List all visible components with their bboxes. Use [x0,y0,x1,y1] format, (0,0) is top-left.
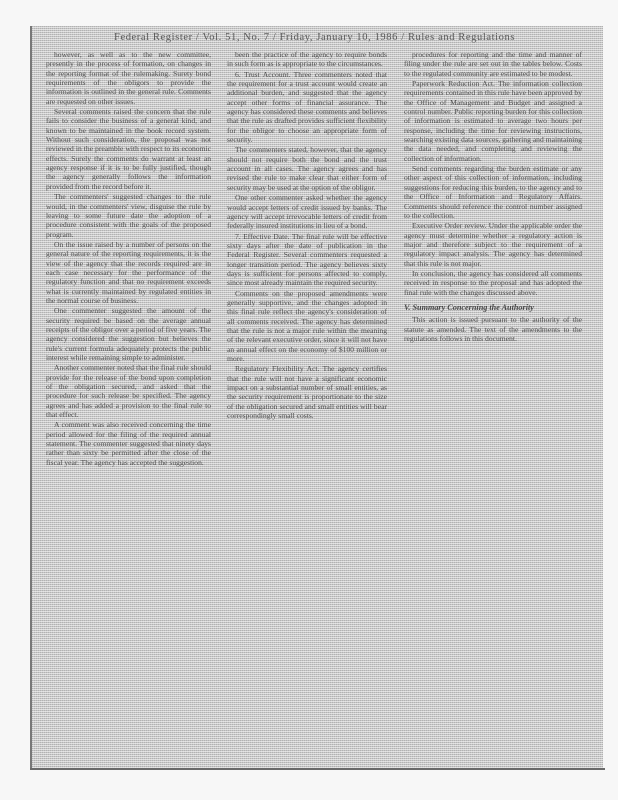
body-paragraph: 6. Trust Account. Three commenters noted that the requirement for a trust account would create an additional burden, and suggested that the agency accept other forms of financial assurance. The agency has considered these comments and believes that the rule as drafted provides sufficient flexibility for the obligor to choose an appropriate form of security. [227,69,387,145]
body-paragraph: The commenters' suggested changes to the rule would, in the commenters' view, disguise the rule by leaving to some future date the adoption of a procedure consistent with the goals of the proposed program. [46,192,211,239]
body-paragraph: 7. Effective Date. The final rule will be effective sixty days after the date of publication in the Federal Register. Several commenters requested a longer transition period. The agency believes sixty days is sufficient for persons affected to comply, since most already maintain the required security. [227,231,387,288]
body-paragraph: however, as well as to the new committee, presently in the process of formation, on changes in the reporting format of the rulemaking. Surety bond requirements of the obligors to provide the information is outlined in the general rule. Comments are requested on other issues. [46,50,211,106]
body-paragraph: On the issue raised by a number of persons on the general nature of the reporting requirements, it is the view of the agency that the records required are in each case necessary for the performance of the regulatory function and that no requirement exceeds what is currently maintained by regulated entities in the normal course of business. [46,239,211,305]
body-paragraph: A comment was also received concerning the time period allowed for the filing of the required annual statement. The commenter suggested that ninety days rather than sixty be permitted after the close of the fiscal year. The agency has accepted the suggestion. [46,420,211,467]
text-column-1 [46,50,211,760]
body-paragraph: Regulatory Flexibility Act. The agency certifies that the rule will not have a significant economic impact on a substantial number of small entities, as the security requirement is proportionate to the size of the obligation secured and small entities will bear correspondingly small costs. [227,364,387,421]
body-paragraph: Another commenter noted that the final rule should provide for the release of the bond upon completion of the obligation secured, and asked that the procedure for such release be specified. The agency agrees and has added a provision to the final rule to that effect. [46,363,211,420]
body-paragraph: Paperwork Reduction Act. The information collection requirements contained in this rule have been approved by the Office of Management and Budget and assigned a control number. Public reporting burden for this collection of information is estimated to average two hours per response, including the time for reviewing instructions, searching existing data sources, gathering and maintaining the data needed, and completing and reviewing the collection of information. [404,79,582,163]
text-column-3 [404,50,582,760]
body-paragraph: procedures for reporting and the time and manner of filing under the rule are set out in the tables below. Costs to the regulated community are estimated to be modest. [404,50,582,78]
body-paragraph: In conclusion, the agency has considered all comments received in response to the proposal and has adopted the final rule with the changes discussed above. [404,268,582,297]
body-paragraph: been the practice of the agency to require bonds in such form as is appropriate to the circumstances. [227,50,387,69]
running-head: Federal Register / Vol. 51, No. 7 / Friday, January 10, 1986 / Rules and Regulations [114,32,516,43]
body-paragraph: Comments on the proposed amendments were generally supportive, and the changes adopted in this final rule reflect the agency's consideration of all comments received. The agency has determined that the rule is not a major rule within the meaning of the relevant executive order, since it will not have an annual effect on the economy of $100 million or more. [227,288,387,363]
scan-edge-line [30,768,605,770]
body-paragraph: One other commenter asked whether the agency would accept letters of credit issued by banks. The agency will accept irrevocable letters of credit from federally insured institutions in lieu of a bond. [227,193,387,231]
body-paragraph: This action is issued pursuant to the authority of the statute as amended. The text of the amendments to the regulations follows in this document. [404,315,582,343]
text-column-2 [227,50,387,760]
body-paragraph: Several comments raised the concern that the rule fails to consider the business of a general kind, and known to be maintained in the book record system. Without such consideration, the proposal was not reviewed in the preamble with respect to its economic effects. Surely the comments do warrant at least an agency response if it is to be fully justified, though the agency generally follows the information provided from the record before it. [46,107,211,191]
body-paragraph: One commenter suggested the amount of the security required be based on the average annual receipts of the obligor over a period of five years. The agency considered the suggestion but believes the rule's current formula adequately protects the public interest while remaining simple to administer. [46,306,211,362]
body-paragraph: Send comments regarding the burden estimate or any other aspect of this collection of information, including suggestions for reducing this burden, to the agency and to the Office of Information and Regulatory Affairs. Comments should reference the control number assigned to the collection. [404,164,582,220]
body-paragraph: Executive Order review. Under the applicable order the agency must determine whether a regulatory action is major and therefore subject to the requirement of a regulatory impact analysis. The agency has determined that this rule is not major. [404,221,582,268]
section-heading: V. Summary Concerning the Authority [404,302,534,312]
body-paragraph: The commenters stated, however, that the agency should not require both the bond and the trust account in all cases. The agency agrees and has revised the rule to make clear that either form of security may be used at the option of the obligor. [227,145,387,192]
document-page [30,26,603,770]
